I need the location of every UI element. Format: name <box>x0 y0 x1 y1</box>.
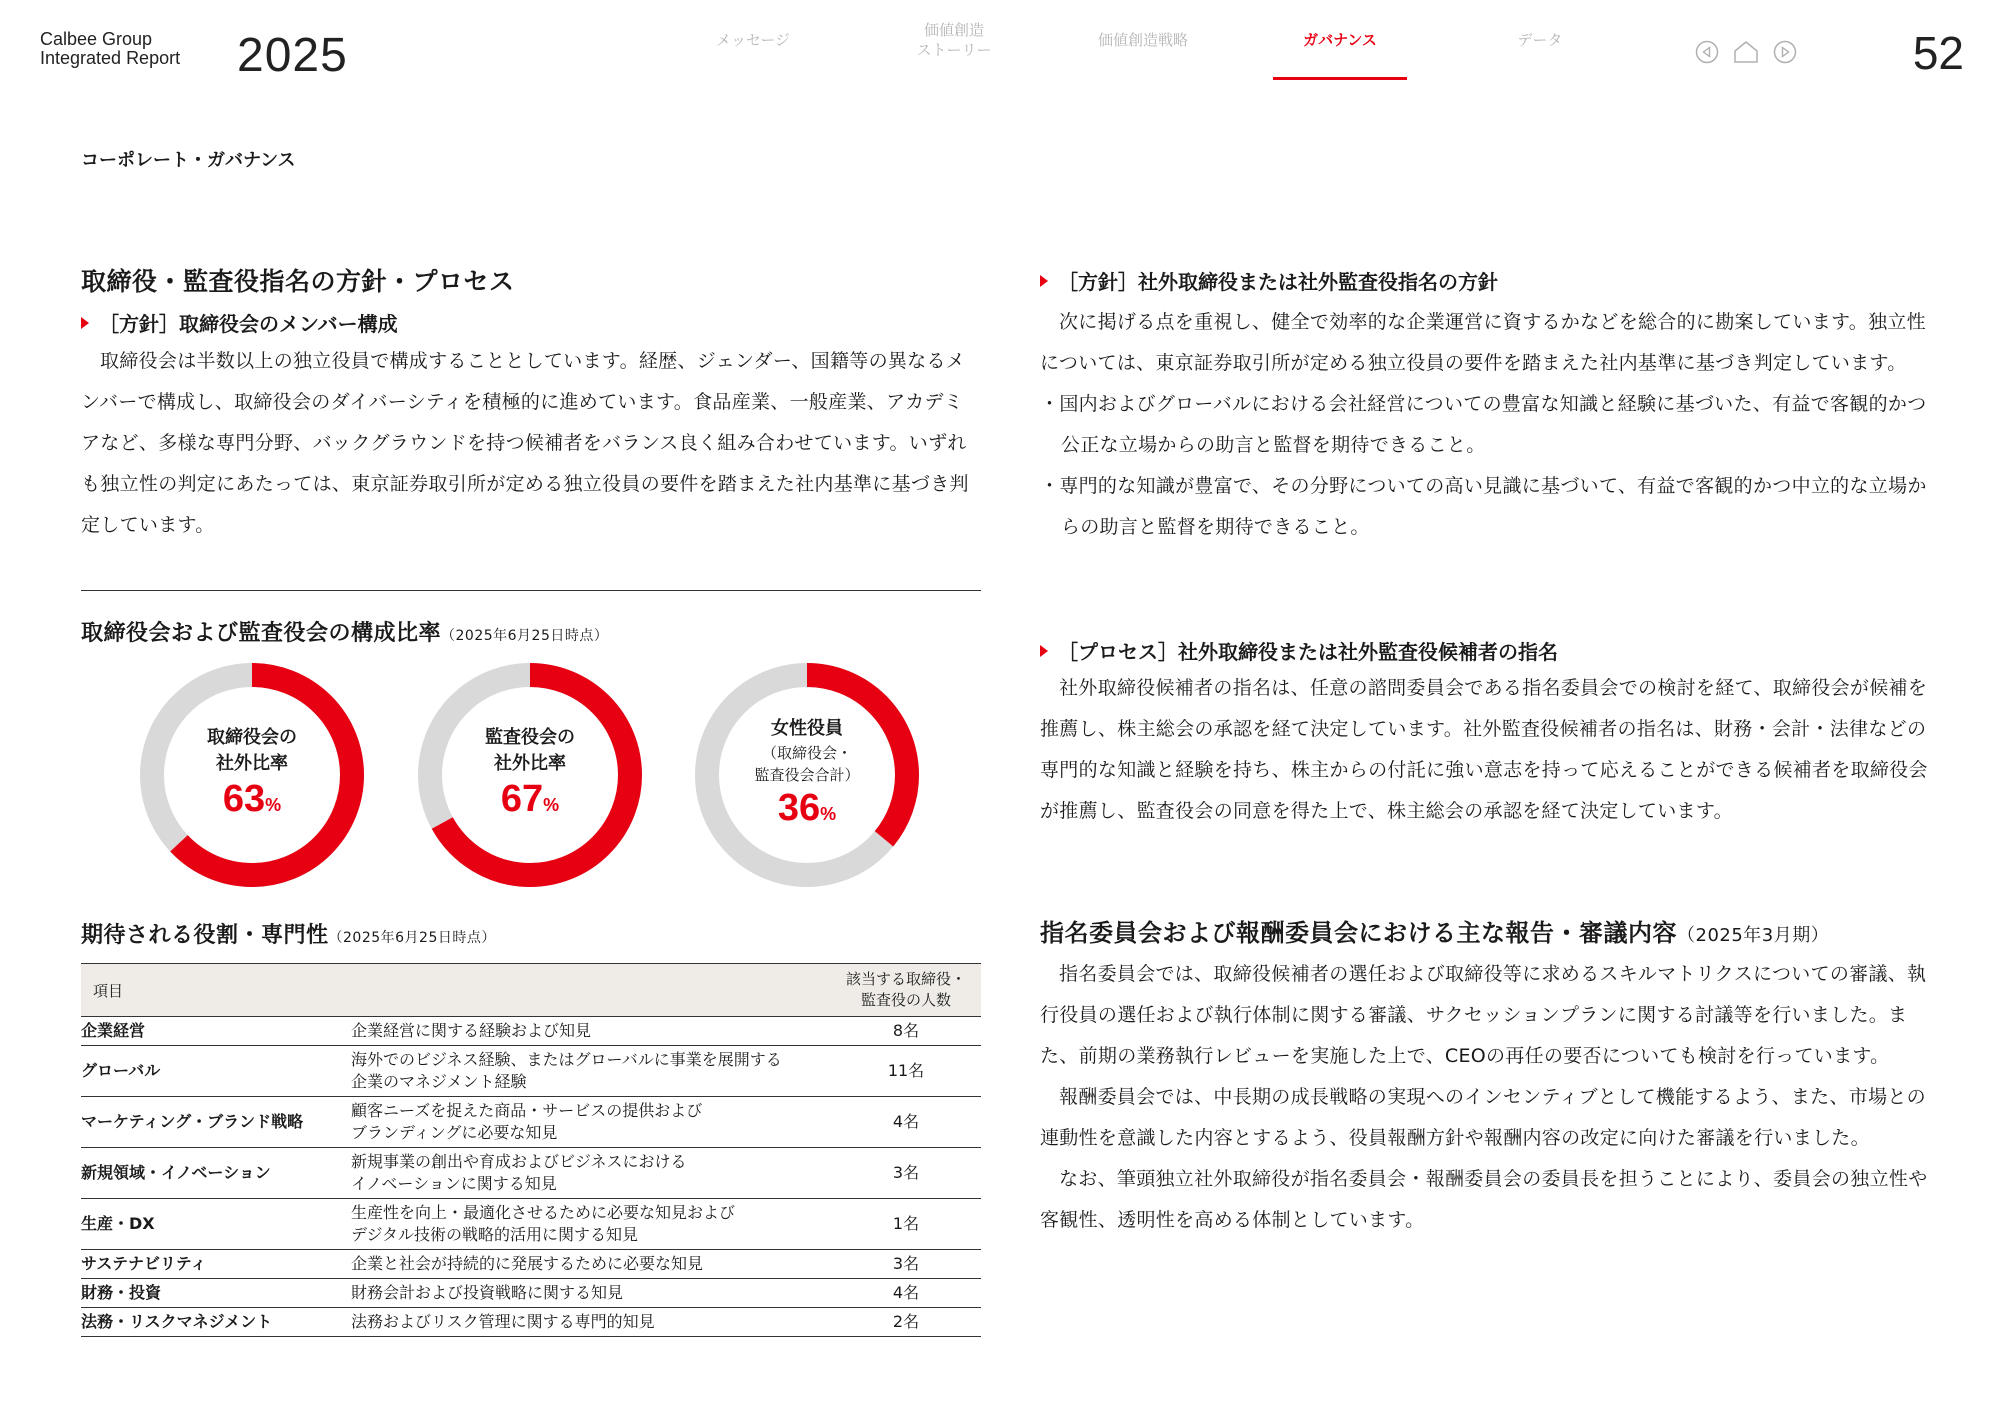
composition-ratio-date: （2025年6月25日時点） <box>441 628 609 644</box>
outside-policy-bullet-2: ・専門的な知識が豊富で、その分野についての高い見識に基づいて、有益で客観的かつ中立的な立場からの助言と監督を期待できること。 <box>1040 475 1927 538</box>
table-cell-desc: 新規事業の創出や育成およびビジネスにおける イノベーションに関する知見 <box>351 1148 831 1199</box>
donut-sublabel: （取締役会・ 監査役会合計） <box>754 744 860 784</box>
table-cell-desc: 企業と社会が持続的に発展するために必要な知見 <box>351 1250 831 1279</box>
table-cell-desc: 海外でのビジネス経験、またはグローバルに事業を展開する 企業のマネジメント経験 <box>351 1046 831 1097</box>
committee-remuneration-body: 報酬委員会では、中長期の成長戦略の実現へのインセンティブとして機能するよう、また、市場との連動性を意識した内容とするよう、役員報酬方針や報酬内容の改定に向けた審議を行いました。 <box>1040 1086 1926 1149</box>
table-cell-item: マーケティング・ブランド戦略 <box>81 1097 351 1148</box>
donut-value: 63 <box>222 778 266 820</box>
roles-title-text: 期待される役割・専門性 <box>81 923 329 948</box>
table-cell-item: 企業経営 <box>81 1017 351 1046</box>
table-cell-item: 法務・リスクマネジメント <box>81 1308 351 1337</box>
table-row <box>81 1308 981 1337</box>
table-cell-count: 11名 <box>831 1046 981 1097</box>
donut-chart-female-officers <box>694 662 920 888</box>
donut-chart-board-outside <box>139 662 365 888</box>
brand-year: 2025 <box>237 29 348 82</box>
committee-independence-body: なお、筆頭独立社外取締役が指名委員会・報酬委員会の委員長を担うことにより、委員会の独立性や客観性、透明性を高める体制としています。 <box>1040 1168 1928 1231</box>
donut-unit: % <box>543 795 560 815</box>
outside-policy-body: 次に掲げる点を重視し、健全で効率的な企業運営に資するかなどを総合的に勘案しています。独立性については、東京証券取引所が定める独立役員の要件を踏まえた社内基準に基づき判定しています。 <box>1040 311 1926 374</box>
board-composition-body: 取締役会は半数以上の独立役員で構成することとしています。経歴、ジェンダー、国籍等の異なるメンバーで構成し、取締役会のダイバーシティを積極的に進めています。食品産業、一般産業、アカデミアなど、多様な専門分野、バックグラウンドを持つ候補者をバランス良く組み合わせています。いずれも独立性の判定にあたっては、東京証券取引所が定める独立役員の要件を踏まえた社内基準に基づき判定しています。 <box>81 350 969 536</box>
nav-tab-governance[interactable]: ガバナンス <box>1273 0 1407 80</box>
brand-logo[interactable] <box>40 29 348 82</box>
table-row <box>81 1097 981 1148</box>
table-cell-count: 3名 <box>831 1250 981 1279</box>
table-cell-item: 生産・DX <box>81 1199 351 1250</box>
table-body <box>81 1017 981 1337</box>
donut-label: 監査役会の 社外比率 <box>485 727 575 774</box>
outside-policy-heading <box>1040 266 1940 295</box>
outside-policy-heading-text: ［方針］社外取締役または社外監査役指名の方針 <box>1058 270 1498 294</box>
brand-line1: Calbee Group <box>40 29 153 49</box>
table-row <box>81 1250 981 1279</box>
nomination-policy-title: 取締役・監査役指名の方針・プロセス <box>81 267 515 296</box>
table-row <box>81 1199 981 1250</box>
committee-period: （2025年3月期） <box>1677 925 1830 946</box>
table-header-count: 該当する取締役・ 監査役の人数 <box>831 964 981 1017</box>
bullet-text: 国内およびグローバルにおける会社経営についての豊富な知識と経験に基づいた、有益で客観的かつ公正な立場からの助言と監督を期待できること。 <box>1059 393 1927 456</box>
donut-label: 女性役員 <box>771 718 843 739</box>
table-cell-count: 4名 <box>831 1097 981 1148</box>
roles-date: （2025年6月25日時点） <box>328 930 496 946</box>
table-cell-count: 1名 <box>831 1199 981 1250</box>
table-cell-desc: 法務およびリスク管理に関する専門的知見 <box>351 1308 831 1337</box>
board-composition-heading-text: ［方針］取締役会のメンバー構成 <box>99 312 398 336</box>
home-icon[interactable] <box>1733 40 1759 68</box>
nav-tab-data[interactable]: データ <box>1517 31 1563 49</box>
table-cell-count: 2名 <box>831 1308 981 1337</box>
table-header-row <box>81 964 981 1017</box>
composition-ratio-title-text: 取締役会および監査役会の構成比率 <box>81 621 442 646</box>
table-cell-desc: 財務会計および投資戦略に関する知見 <box>351 1279 831 1308</box>
bullet-text: 専門的な知識が豊富で、その分野についての高い見識に基づいて、有益で客観的かつ中立的な立場からの助言と監督を期待できること。 <box>1059 475 1927 538</box>
roles-title <box>81 918 981 949</box>
table-cell-desc: 企業経営に関する経験および知見 <box>351 1017 831 1046</box>
nav-tab-value-strategy[interactable]: 価値創造戦略 <box>1097 31 1188 49</box>
table-cell-desc: 生産性を向上・最適化させるために必要な知見および デジタル技術の戦略的活用に関する知見 <box>351 1199 831 1250</box>
donut-unit: % <box>820 804 837 824</box>
brand-line2: Integrated Report <box>40 48 181 68</box>
process-heading-text: ［プロセス］社外取締役または社外監査役候補者の指名 <box>1058 640 1558 664</box>
process-body: 社外取締役候補者の指名は、任意の諮問委員会である指名委員会での検討を経て、取締役会が候補を推薦し、株主総会の承認を経て決定しています。社外監査役候補者の指名は、財務・会計・法律などの専門的な知識と経験を持ち、株主からの付託に強い意志を持って応えることができる候補者を取締役会が推薦し、監査役会の同意を得た上で、株主総会の承認を経て決定しています。 <box>1040 677 1928 822</box>
table-cell-count: 8名 <box>831 1017 981 1046</box>
donut-label: 取締役会の 社外比率 <box>207 727 297 774</box>
nav-tab-message[interactable]: メッセージ <box>715 31 791 49</box>
table-cell-count: 4名 <box>831 1279 981 1308</box>
table-header-item: 項目 <box>81 964 831 1017</box>
committee-title-text: 指名委員会および報酬委員会における主な報告・審議内容 <box>1040 919 1677 947</box>
skills-table <box>81 963 981 1337</box>
donut-unit: % <box>265 795 282 815</box>
donut-value: 36 <box>777 787 821 829</box>
board-composition-heading <box>81 308 981 337</box>
outside-policy-bullet-1: ・国内およびグローバルにおける会社経営についての豊富な知識と経験に基づいた、有益で客観的かつ公正な立場からの助言と監督を期待できること。 <box>1040 393 1927 456</box>
next-page-icon[interactable] <box>1773 40 1797 68</box>
table-row <box>81 1148 981 1199</box>
prev-page-icon[interactable] <box>1695 40 1719 68</box>
table-cell-item: 財務・投資 <box>81 1279 351 1308</box>
nav-tab-value-story[interactable]: 価値創造 ストーリー <box>916 21 992 59</box>
table-row <box>81 1046 981 1097</box>
page-number: 52 <box>1912 27 1964 79</box>
section-divider <box>81 590 981 591</box>
table-cell-item: 新規領域・イノベーション <box>81 1148 351 1199</box>
section-label: コーポレート・ガバナンス <box>81 150 296 171</box>
page-nav-icons <box>1695 40 1797 68</box>
donut-chart-audit-outside <box>417 662 643 888</box>
table-cell-item: グローバル <box>81 1046 351 1097</box>
process-heading <box>1040 636 1940 665</box>
donut-value: 67 <box>500 778 544 820</box>
table-row <box>81 1279 981 1308</box>
committee-title <box>1040 913 1940 948</box>
composition-ratio-title <box>81 616 981 647</box>
table-cell-desc: 顧客ニーズを捉えた商品・サービスの提供および ブランディングに必要な知見 <box>351 1097 831 1148</box>
table-row <box>81 1017 981 1046</box>
table-cell-item: サステナビリティ <box>81 1250 351 1279</box>
table-cell-count: 3名 <box>831 1148 981 1199</box>
committee-nomination-body: 指名委員会では、取締役候補者の選任および取締役等に求めるスキルマトリクスについての審議、執行役員の選任および執行体制に関する審議、サクセッションプランに関する討議等を行いました。また、前期の業務執行レビューを実施した上で、CEOの再任の要否についても検討を行っています。 <box>1040 963 1927 1067</box>
